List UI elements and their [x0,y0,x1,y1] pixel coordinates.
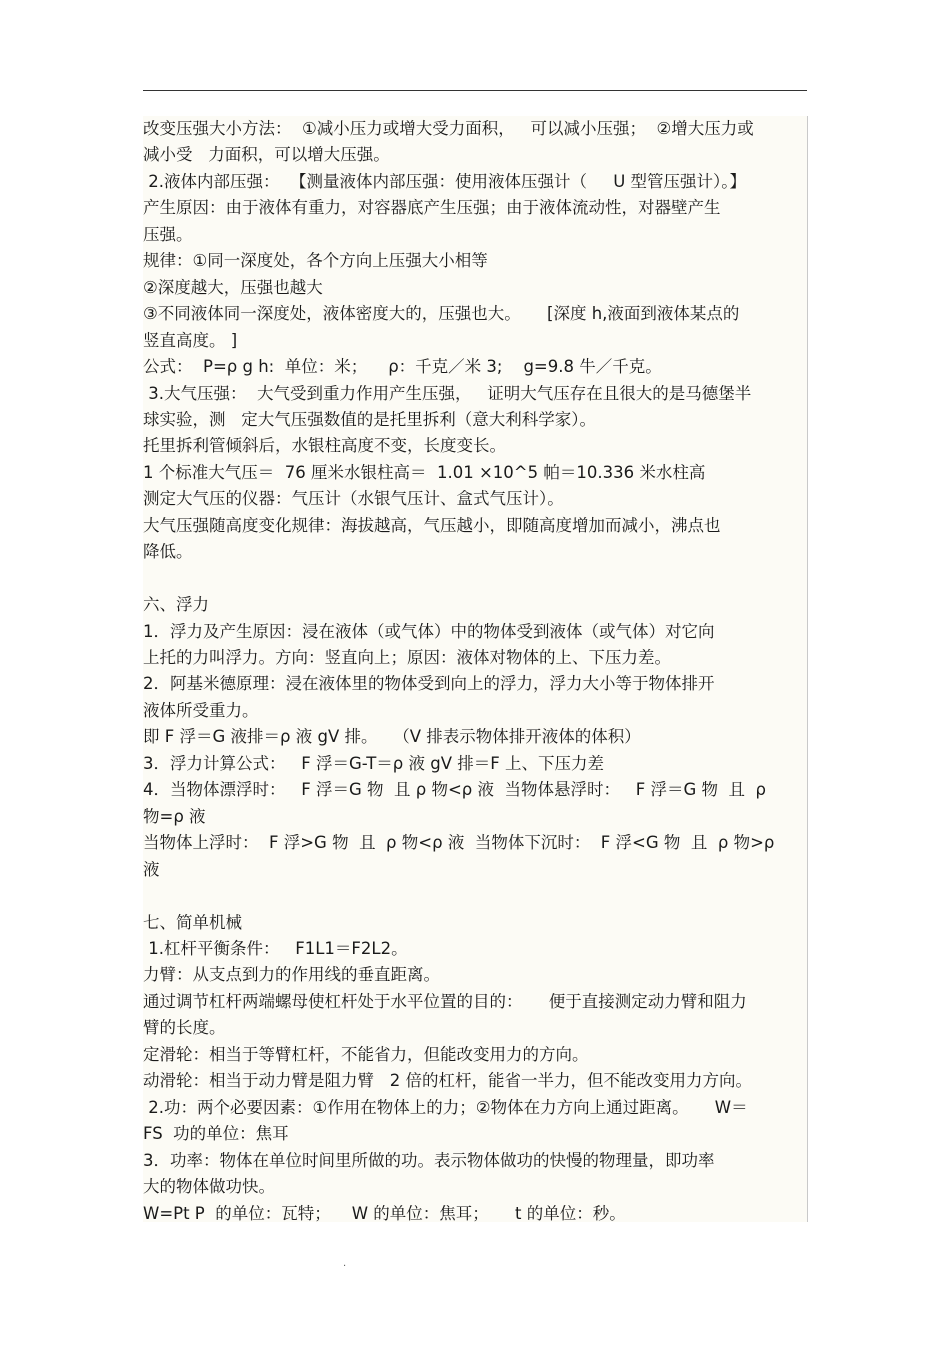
text-line: 物=ρ 液 [143,806,206,826]
text-line: 压强。 [143,224,193,244]
text-line: 1 个标准大气压＝ 76 厘米水银柱高＝ 1.01 ×10^5 帕＝10.336 米水柱高 [143,462,706,482]
text-line: W=Pt P 的单位：瓦特； W 的单位：焦耳； t 的单位：秒。 [143,1203,626,1223]
blank-line [143,569,807,589]
text-line: 球实验，测 定大气压强数值的是托里拆利（意大利科学家）。 [143,409,596,429]
document-body [143,116,808,1222]
text-line: 降低。 [143,542,193,562]
text-line: 七、简单机械 [143,912,242,932]
text-line: 3．功率：物体在单位时间里所做的功。表示物体做功的快慢的物理量，即功率 [143,1150,715,1170]
text-line: 2．阿基米德原理：浸在液体里的物体受到向上的浮力，浮力大小等于物体排开 [143,674,715,694]
text-line: 改变压强大小方法： ①减小压力或增大受力面积， 可以减小压强； ②增大压力或 [143,119,754,138]
text-line: 动滑轮：相当于动力臂是阻力臂 2 倍的杠杆，能省一半力，但不能改变用力方向。 [143,1071,752,1091]
text-line: 减小受 力面积，可以增大压强。 [143,145,390,165]
text-line: ②深度越大，压强也越大 [143,277,323,297]
text-line: 4．当物体漂浮时： F 浮＝G 物 且 ρ 物<ρ 液 当物体悬浮时： F 浮＝G 物 且 ρ [143,780,766,800]
text-line: 3．浮力计算公式： F 浮＝G-T＝ρ 液 gV 排＝F 上、下压力差 [143,753,604,773]
text-line: 测定大气压的仪器：气压计（水银气压计、盒式气压计）。 [143,489,564,509]
text-line: 大气压强随高度变化规律：海拔越高，气压越小，即随高度增加而减小，沸点也 [143,515,721,535]
text-line: FS 功的单位：焦耳 [143,1124,289,1144]
text-line: 托里拆利管倾斜后，水银柱高度不变，长度变长。 [143,436,506,456]
text-line: 1.杠杆平衡条件： F1L1＝F2L2。 [143,938,408,958]
text-line: 六、浮力 [143,595,209,615]
text-line: 竖直高度。 ] [143,330,238,350]
text-line: 上托的力叫浮力。方向：竖直向上；原因：液体对物体的上、下压力差。 [143,648,671,667]
text-line: 液体所受重力。 [143,700,259,720]
text-line: 定滑轮：相当于等臂杠杆，不能省力，但能改变用力的方向。 [143,1044,589,1064]
text-line: 公式： P=ρ g h: 单位：米； ρ：千克／米 3; g=9.8 牛／千克。 [143,357,662,376]
text-line: 液 [143,859,160,879]
text-line: 力臂：从支点到力的作用线的垂直距离。 [143,965,440,985]
text-line: 1．浮力及产生原因：浸在液体（或气体）中的物体受到液体（或气体）对它向 [143,621,715,641]
blank-line [143,886,807,906]
text-line: 通过调节杠杆两端螺母使杠杆处于水平位置的目的： 便于直接测定动力臂和阻力 [143,991,747,1011]
text-line: 当物体上浮时： F 浮>G 物 且 ρ 物<ρ 液 当物体下沉时： F 浮<G 物 且 ρ 物>ρ [143,833,775,853]
text-line: 3.大气压强： 大气受到重力作用产生压强， 证明大气压存在且很大的是马德堡半 [143,383,752,403]
text-line: 臂的长度。 [143,1018,226,1038]
header-rule [143,90,807,91]
text-line: 即 F 浮＝G 液排＝ρ 液 gV 排。 （V 排表示物体排开液体的体积） [143,727,641,747]
text-line: 2.液体内部压强： 【测量液体内部压强：使用液体压强计（ U 型管压强计）。】 [143,171,747,191]
text-line: 大的物体做功快。 [143,1177,275,1196]
text-line: 产生原因：由于液体有重力，对容器底产生压强；由于液体流动性，对器壁产生 [143,198,721,218]
text-line: 规律：①同一深度处，各个方向上压强大小相等 [143,251,488,271]
text-line: 2.功：两个必要因素：①作用在物体上的力；②物体在力方向上通过距离。 W＝ [143,1097,748,1117]
text-line: ③不同液体同一深度处，液体密度大的，压强也大。 [深度 h,液面到液体某点的 [143,304,740,324]
page-footer-mark: . [343,1258,347,1269]
